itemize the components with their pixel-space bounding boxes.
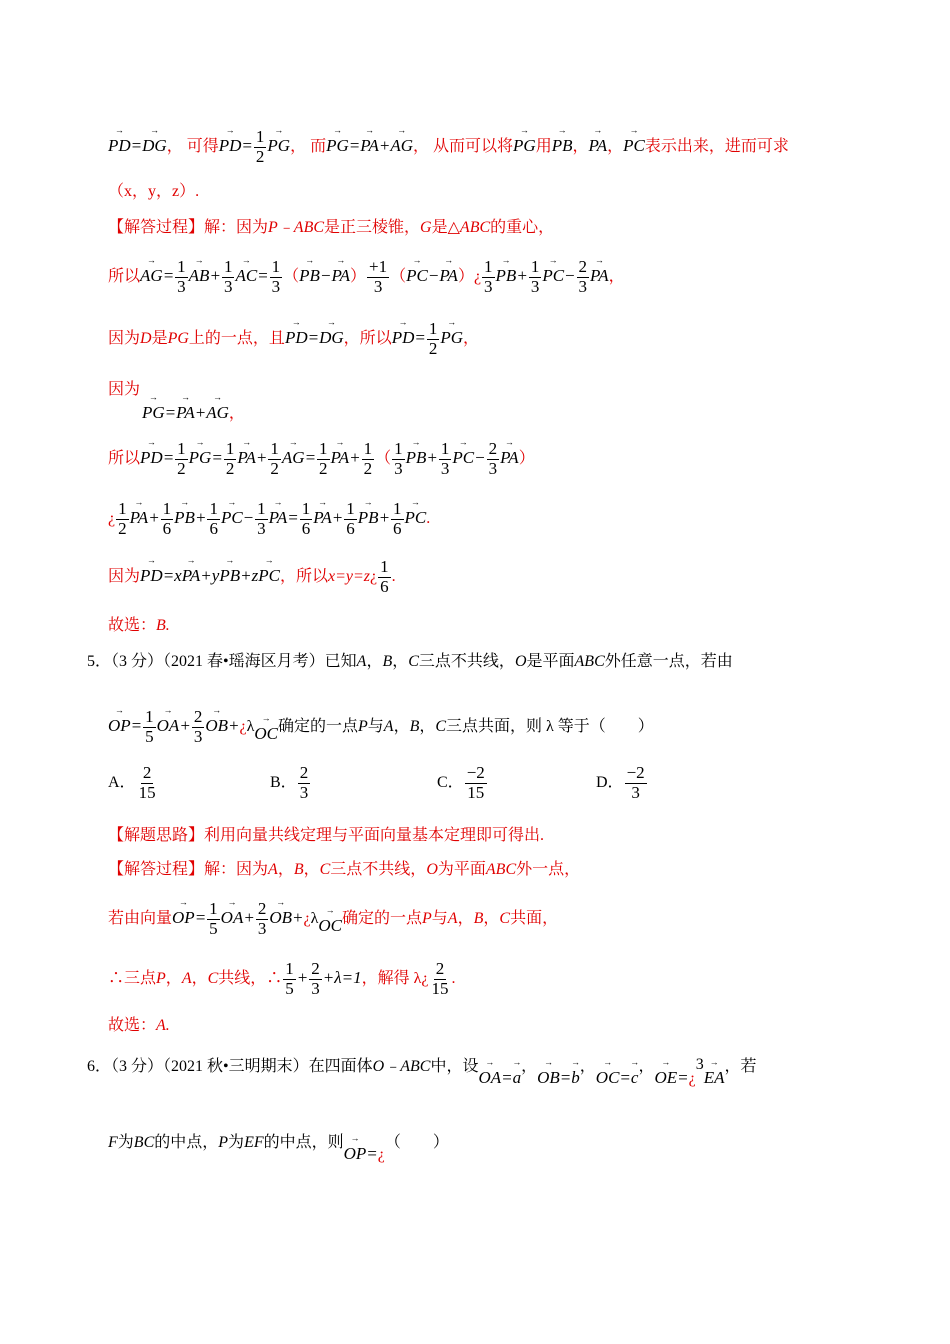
q6-stem-5: 的中点，	[154, 1134, 219, 1151]
q6-stem-4: 为	[117, 1134, 134, 1151]
q5-sol-5: 若由向量	[108, 910, 173, 928]
q5-stem-7: 三点共面，则 λ 等于（ ）	[446, 718, 654, 736]
sol4-g: G	[420, 219, 432, 236]
sol4-suoyi-3: 所以	[295, 568, 328, 586]
hint-text-1: 可得	[186, 138, 219, 156]
sol4-text-3: 的重心，	[490, 219, 555, 236]
q5-answer: A.	[156, 1017, 170, 1034]
hint-text-3: 从而可以将	[433, 138, 514, 156]
q5-option-d-label: D．	[596, 774, 624, 792]
solution-4-eq-3: 因为 → PG=→ PA+→ AG，	[108, 380, 245, 424]
q5-option-c[interactable]: C． $\frac{-2}{15}$	[437, 763, 485, 802]
q5-sol-o: O	[426, 861, 438, 878]
question-5-hint	[108, 826, 544, 845]
q5-stem-6: 与	[367, 718, 384, 736]
sol4-shi: 是	[151, 330, 168, 348]
q5-sol-p: P	[422, 910, 432, 928]
q5-sol-yu: 与	[431, 910, 448, 928]
question-5-answer	[108, 1016, 170, 1035]
q6-f: F	[108, 1134, 118, 1151]
question-6-stem-2: F为BC的中点，P为EF的中点，则→ OP=¿（ ）	[108, 1132, 449, 1152]
sol4-text-4: 上的一点，且	[188, 330, 285, 348]
q5-p: P	[357, 718, 368, 736]
q5-stem-1: 已知	[324, 653, 357, 670]
question-5-stem-1: 5．（3 分）（2021 春•瑶海区月考）已知A，B，C三点不共线，O是平面ABC外任意一点，若由	[87, 653, 733, 670]
q5-sol-1: 解：因为	[204, 861, 269, 878]
sol4-text: 解：因为	[204, 219, 269, 236]
q6-stem-1: 在四面体	[308, 1058, 373, 1075]
q5-sol-c-2: C	[499, 910, 511, 928]
q5-stem-4: 外任意一点，若由	[604, 653, 733, 670]
q5-sol-9: 共线，∴	[218, 970, 283, 988]
sol4-pg: PG	[167, 330, 189, 348]
q5-source: （2021 春•瑶海区月考）	[163, 653, 325, 670]
solution-4-eq-2: 因为D是PG上的一点，且→ PD=→ DG，所以→ PD= $\frac{1}{2}$ → PG，	[108, 320, 479, 358]
question-6-stem-1: 6．（3 分）（2021 秋•三明期末）在四面体O﹣ABC中，设→ OA=→ a，→ OB=→ b，→ OC=→ c，→ OE=¿3→ EA，若	[87, 1056, 757, 1076]
q6-ef: EF	[244, 1134, 264, 1151]
q5-sol-2: 三点不共线，	[330, 861, 427, 878]
q5-stem-5: 确定的一点	[277, 718, 358, 736]
q5-b: B	[382, 653, 393, 670]
sol4-final: 故选：	[108, 617, 157, 634]
sol4-yinwei-2: 因为	[108, 568, 141, 586]
solution-4-intro	[108, 218, 554, 237]
solution-4-answer	[108, 616, 170, 635]
q5-number: 5．	[87, 653, 112, 670]
sol4-text-2: 是△	[431, 219, 460, 236]
q5-option-b-label: B．	[270, 774, 297, 792]
q6-stem-7: 的中点，则	[263, 1134, 344, 1151]
q5-sol-c: C	[319, 861, 331, 878]
q6-bc: BC	[133, 1134, 155, 1151]
q6-stem-6: 为	[228, 1134, 245, 1151]
q5-sol-10: 解得 λ	[377, 970, 422, 988]
sol4-suoyi: 所以	[108, 268, 141, 286]
q6-score: （3 分）	[111, 1058, 164, 1075]
q5-sol-8: ∴三点	[108, 970, 157, 988]
sol4-pabc: P﹣ABC	[268, 219, 325, 236]
q6-stem-8: （ ）	[384, 1134, 449, 1151]
hint-text-2: 而	[310, 138, 327, 156]
q6-oabc: O﹣ABC	[372, 1058, 431, 1075]
q5-option-a-label: A．	[108, 774, 136, 792]
q5-sol-a: A	[268, 861, 278, 878]
sol4-yinwei-d: 因为	[108, 330, 141, 348]
q5-o: O	[514, 653, 527, 670]
question-5-solution-3: ∴三点P，A，C共线，∴ $\frac{1}{5}$ + $\frac{2}{3}$ +λ=1，解得 λ¿ $\frac{2}{15}$ .	[108, 959, 456, 998]
hint-line-2: （x，y，z）.	[108, 183, 200, 200]
q5-solution-tag: 【解答过程】	[108, 861, 205, 878]
q6-p: P	[218, 1134, 229, 1151]
q5-sol-7: 共面，	[510, 910, 559, 928]
question-5-solution-1: 【解答过程】解：因为A，B，C三点不共线，O为平面ABC外一点，	[108, 861, 581, 878]
q5-hint-text: 利用向量共线定理与平面向量基本定理即可得出.	[204, 827, 545, 844]
q5-a: A	[356, 653, 367, 670]
hint-line-1: → PD=→ DG， 可得→ PD= $\frac{1}{2}$ → PG， 而→ PG=→ PA+→ AG， 从而可以将→ PG用→ PB，→ PA，→ PC表示出来，进而可求	[108, 128, 789, 166]
q5-option-b[interactable]: B． $\frac{2}{3}$	[270, 763, 309, 802]
sol4-text-5: 所以	[359, 330, 392, 348]
question-5-stem-2: → OP= $\frac{1}{5}$ → OA+ $\frac{2}{3}$ → OB+¿λ→ OC确定的一点P与A，B，C三点共面，则 λ 等于（ ）	[108, 708, 654, 746]
solution-4-eq-5: ¿ $\frac{1}{2}$ → PA+ $\frac{1}{6}$ → PB+ $\frac{1}{6}$ → PC− $\frac{1}{3}$ → PA= $\frac{1}{6}$ → PA+ $\frac{1}{6}$ → PB+ $\frac{1}{6}$ → PC.	[108, 500, 430, 538]
q5-option-d[interactable]: D． $\frac{-2}{3}$	[596, 763, 645, 802]
hint-text-4: 用	[535, 138, 552, 156]
q5-c: C	[408, 653, 419, 670]
sol4-d: D	[140, 330, 152, 348]
solution-tag: 【解答过程】	[108, 219, 205, 236]
q5-sol-6: 确定的一点	[341, 910, 422, 928]
sol4-yinwei: 因为	[108, 381, 141, 398]
q5-sol-a-2: A	[447, 910, 458, 928]
q5-stem-2: 三点不共线，	[418, 653, 515, 670]
q5-score: （3 分）	[111, 653, 164, 670]
q5-hint-tag: 【解题思路】	[108, 827, 205, 844]
sol4-abc: ABC	[459, 219, 491, 236]
solution-4-eq-4: 所以→ PD= $\frac{1}{2}$ → PG= $\frac{1}{2}$ → PA+ $\frac{1}{2}$ → AG= $\frac{1}{2}$ → PA+ $\frac{1}{2}$ （ $\frac{1}{3}$ → PB+ $\frac{1}{3}$ → PC− $\frac{2}{3}$ → PA）	[108, 440, 535, 478]
q5-b-2: B	[409, 718, 420, 736]
q5-sol-abc: ABC	[485, 861, 517, 878]
q6-stem-3: 若	[740, 1058, 757, 1075]
q5-option-c-label: C．	[437, 774, 464, 792]
q5-sol-c-3: C	[207, 970, 219, 988]
q5-final: 故选：	[108, 1017, 157, 1034]
q5-sol-a-3: A	[181, 970, 192, 988]
hint-text-5: 表示出来，进而可求	[644, 138, 789, 156]
solution-4-eq-1: 所以→ AG= $\frac{1}{3}$ → AB+ $\frac{1}{3}$ → AC= $\frac{1}{3}$ （→ PB−→ PA） $\frac{+1}{3}$ （→ PC−→ PA）¿ $\frac{1}{3}$ → PB+ $\frac{1}{3}$ → PC− $\frac{2}{3}$ → PA，	[108, 258, 625, 296]
sol4-text-1: 是正三棱锥，	[324, 219, 421, 236]
q5-option-a[interactable]: A． $\frac{2}{15}$	[108, 763, 156, 802]
q5-a-2: A	[383, 718, 394, 736]
solution-4-eq-6: 因为→ PD=x→ PA+y→ PB+z→ PC，所以x=y=z¿ $\frac{1}{6}$ .	[108, 558, 396, 596]
question-5-options	[108, 764, 159, 802]
sol4-suoyi-2: 所以	[108, 450, 141, 468]
q5-sol-b: B	[293, 861, 304, 878]
q6-stem-2: 中，设	[430, 1058, 479, 1075]
q5-sol-3: 为平面	[437, 861, 486, 878]
q6-source: （2021 秋•三明期末）	[163, 1058, 309, 1075]
q5-sol-b-2: B	[473, 910, 484, 928]
q5-sol-4: 外一点，	[516, 861, 581, 878]
question-5-solution-2: 若由向量→ OP= $\frac{1}{5}$ → OA+ $\frac{2}{3}$ → OB+¿λ→ OC确定的一点P与A，B，C共面，	[108, 900, 558, 938]
q5-c-2: C	[435, 718, 447, 736]
q5-sol-p-2: P	[156, 970, 166, 988]
q5-abc: ABC	[574, 653, 605, 670]
sol4-xyz: x=y=z	[327, 568, 371, 586]
q5-stem-3: 是平面	[526, 653, 575, 670]
q6-number: 6．	[87, 1058, 112, 1075]
sol4-answer: B.	[156, 617, 170, 634]
